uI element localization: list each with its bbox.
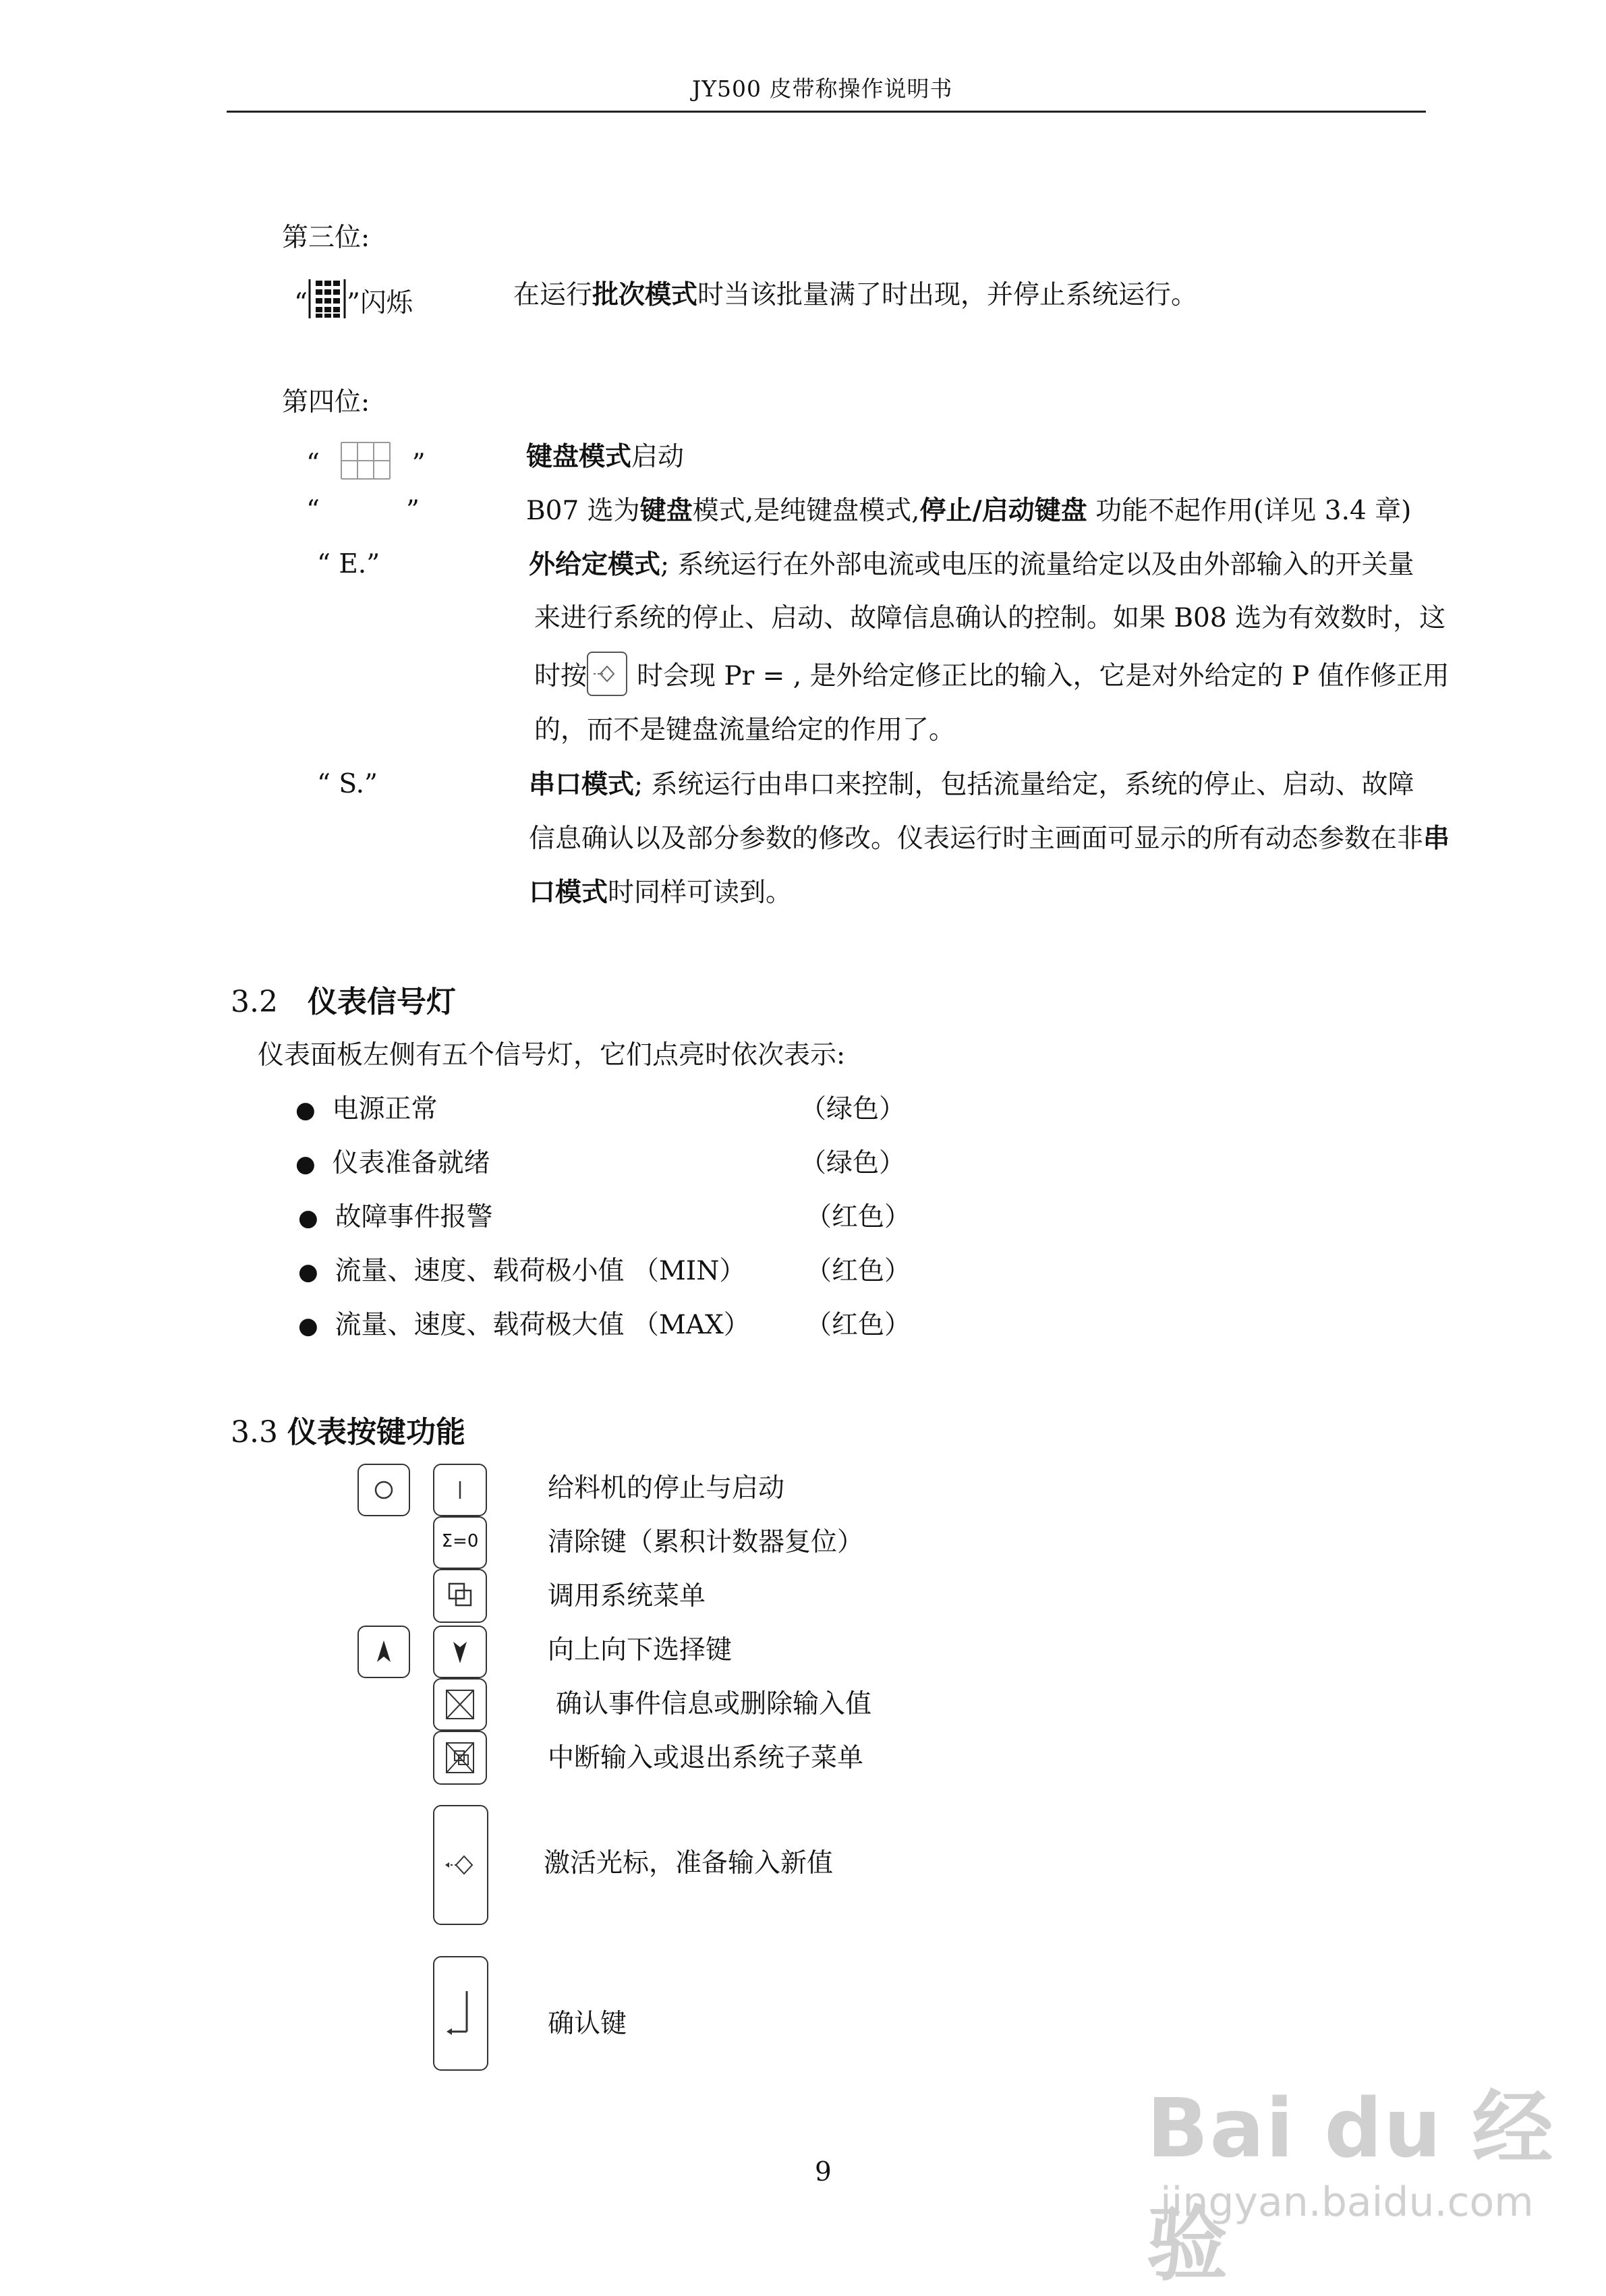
- key-desc-acknowledge: 确认事件信息或删除输入值: [556, 1689, 872, 1719]
- key-desc-cursor: 激活光标，准备输入新值: [544, 1848, 834, 1878]
- signal-item: ● 电源正常: [295, 1094, 438, 1124]
- fourth-row3-line2: 来进行系统的停止、启动、故障信息确认的控制。如果 B08 选为有效数时，这: [534, 603, 1446, 633]
- cursor-key-inline-icon: [587, 652, 627, 696]
- header-rule: [227, 111, 1426, 113]
- key-desc-escape: 中断输入或退出系统子菜单: [548, 1743, 864, 1773]
- signal-item: ● 仪表准备就绪: [295, 1148, 490, 1178]
- up-arrow-key-icon: [357, 1626, 410, 1678]
- start-key-icon: [433, 1464, 487, 1516]
- fourth-row1-desc: 键盘模式启动: [526, 441, 685, 472]
- watermark-url: jingyan.baidu.com: [1160, 2179, 1534, 2226]
- fourth-row3-line3b: 时会现 Pr = , 是外给定修正比的输入，它是对外给定的 P 值作修正用: [637, 661, 1450, 691]
- third-heading: 第三位:: [282, 223, 370, 253]
- fourth-row3-symbol: “ E.”: [317, 549, 380, 579]
- page-number: 9: [815, 2157, 832, 2187]
- signal-item-color: （红色）: [805, 1310, 911, 1340]
- batch-full-segment-icon: [308, 278, 347, 320]
- fourth-row3-line3a: 时按: [534, 661, 587, 691]
- signal-item-color: （红色）: [805, 1256, 911, 1286]
- signal-item: ● 流量、速度、载荷极小值 （MIN）: [298, 1256, 746, 1286]
- acknowledge-cross-key-icon: [433, 1678, 487, 1731]
- section-3-3-heading: 3.3 仪表按键功能: [231, 1415, 465, 1450]
- cursor-activate-key-icon: [433, 1805, 488, 1925]
- key-desc-menu: 调用系统菜单: [548, 1581, 706, 1611]
- signal-item-color: （绿色）: [800, 1094, 906, 1124]
- third-row: [294, 278, 413, 320]
- section-3-2-heading: 3.2 仪表信号灯: [231, 985, 456, 1019]
- fourth-row2-symbol: “ ”: [306, 495, 420, 525]
- quote-close-flash: ”闪烁: [346, 288, 413, 318]
- fourth-row3-line4: 的，而不是键盘流量给定的作用了。: [534, 715, 956, 745]
- key-desc-clear: 清除键（累积计数器复位）: [548, 1527, 864, 1557]
- fourth-row2-desc: B07 选为键盘模式,是纯键盘模式,停止/启动键盘 功能不起作用(详见 3.4 章): [526, 495, 1412, 526]
- menu-key-icon: [433, 1569, 487, 1623]
- section-3-2-intro: 仪表面板左侧有五个信号灯，它们点亮时依次表示:: [258, 1040, 846, 1070]
- enter-key-icon: [433, 1956, 488, 2071]
- key-desc-enter: 确认键: [548, 2009, 627, 2039]
- down-arrow-key-icon: [433, 1626, 487, 1678]
- fourth-row3-line1: 外给定模式; 系统运行在外部电流或电压的流量给定以及由外部输入的开关量: [529, 549, 1414, 580]
- page-header: JY500 皮带称操作说明书: [692, 76, 953, 102]
- third-desc: 在运行批次模式时当该批量满了时出现，并停止系统运行。: [513, 279, 1198, 310]
- fourth-row4-line3: 口模式时同样可读到。: [529, 877, 793, 908]
- key-desc-up-down: 向上向下选择键: [548, 1635, 733, 1665]
- fourth-row4-line1: 串口模式; 系统运行由串口来控制，包括流量给定，系统的停止、启动、故障: [529, 769, 1414, 800]
- signal-item: ● 故障事件报警: [298, 1202, 493, 1232]
- signal-item: ● 流量、速度、载荷极大值 （MAX）: [298, 1310, 750, 1340]
- key-desc-start-stop: 给料机的停止与启动: [548, 1473, 785, 1503]
- quote-open: “: [294, 288, 308, 318]
- fourth-row1-symbol: “ ”: [306, 440, 426, 482]
- escape-key-icon: [433, 1731, 487, 1785]
- stop-key-icon: [357, 1464, 410, 1516]
- fourth-row4-symbol: “ S.”: [317, 769, 378, 799]
- fourth-heading: 第四位:: [282, 387, 370, 418]
- keyboard-grid-icon: [339, 440, 393, 482]
- signal-item-color: （红色）: [805, 1202, 911, 1232]
- fourth-row4-line2: 信息确认以及部分参数的修改。仪表运行时主画面可显示的所有动态参数在非串: [529, 823, 1450, 854]
- sum-zero-key-icon: Σ=0: [433, 1516, 487, 1569]
- baidu-jingyan-watermark-logo: Bai du 经验: [1147, 2082, 1555, 2292]
- signal-item-color: （绿色）: [800, 1148, 906, 1178]
